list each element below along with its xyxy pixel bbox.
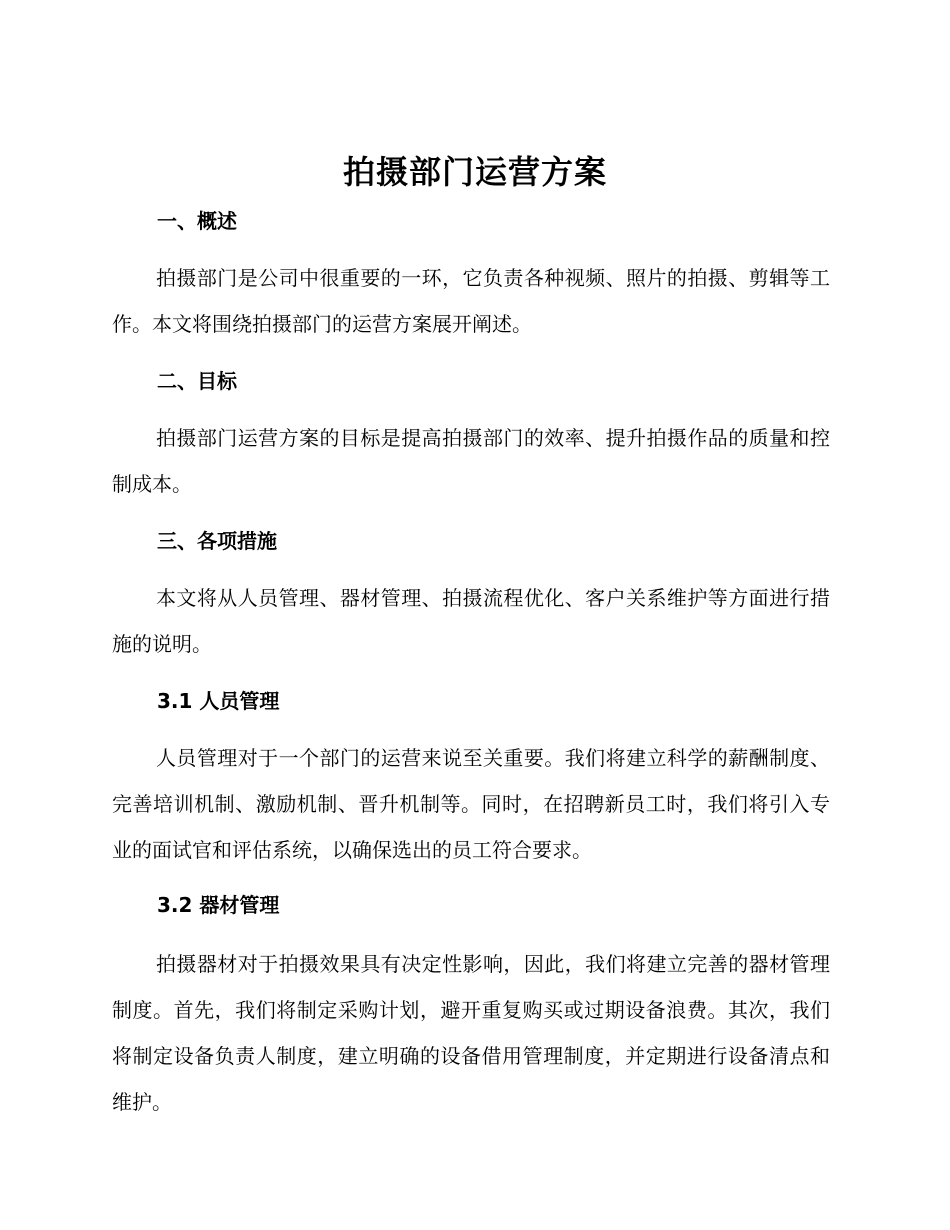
document-title: 拍摄部门运营方案	[342, 153, 607, 191]
section-heading-goals: 二、目标	[157, 369, 237, 393]
section-paragraph-goals: 拍摄部门运营方案的目标是提高拍摄部门的效率、提升拍摄作品的质量和控制成本。	[112, 426, 830, 496]
section-paragraph-measures: 本文将从人员管理、器材管理、拍摄流程优化、客户关系维护等方面进行措施的说明。	[112, 586, 830, 656]
section-heading-personnel: 3.1 人员管理	[157, 689, 280, 713]
section-paragraph-personnel: 人员管理对于一个部门的运营来说至关重要。我们将建立科学的薪酬制度、完善培训机制、激励机制、晋升机制等。同时，在招聘新员工时，我们将引入专业的面试官和评估系统，以确保选出的员工符合要求。	[112, 746, 830, 862]
section-heading-measures: 三、各项措施	[157, 529, 277, 553]
section-paragraph-equipment: 拍摄器材对于拍摄效果具有决定性影响，因此，我们将建立完善的器材管理制度。首先，我们将制定采购计划，避开重复购买或过期设备浪费。其次，我们将制定设备负责人制度，建立明确的设备借用管理制度，并定期进行设备清点和维护。	[112, 952, 830, 1114]
section-paragraph-overview: 拍摄部门是公司中很重要的一环，它负责各种视频、照片的拍摄、剪辑等工作。本文将围绕拍摄部门的运营方案展开阐述。	[112, 266, 830, 336]
section-heading-overview: 一、概述	[157, 209, 237, 233]
section-heading-equipment: 3.2 器材管理	[157, 893, 280, 917]
